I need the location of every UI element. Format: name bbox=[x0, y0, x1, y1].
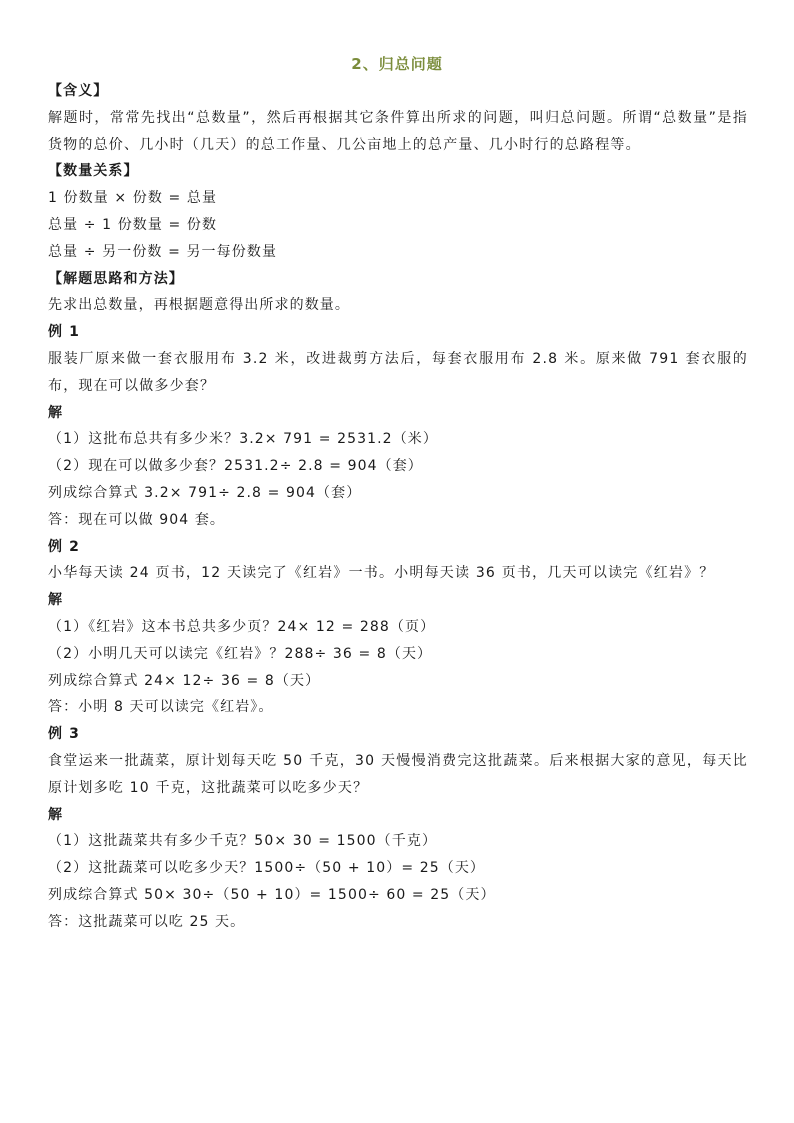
meaning-heading: 【含义】 bbox=[48, 83, 109, 99]
example-problem: 小华每天读 24 页书，12 天读完了《红岩》一书。小明每天读 36 页书，几天可以读完《红岩》？ bbox=[48, 565, 715, 582]
relation-line: 总量 ÷ 另一份数 = 另一每份数量 bbox=[48, 243, 278, 260]
method-heading: 【解题思路和方法】 bbox=[48, 270, 184, 287]
solution-answer: 答：这批蔬菜可以吃 25 天。 bbox=[48, 913, 246, 930]
page-title: 2、归总问题 bbox=[351, 55, 443, 73]
solution-label: 解 bbox=[48, 806, 64, 823]
solution-label: 解 bbox=[48, 592, 64, 609]
example-label: 例 1 bbox=[48, 324, 80, 341]
relation-line: 1 份数量 × 份数 = 总量 bbox=[48, 190, 218, 207]
solution-step: （1）这批蔬菜共有多少千克？50× 30 = 1500（千克） bbox=[48, 833, 438, 850]
solution-step: 列成综合算式 50× 30÷（50 + 10）= 1500÷ 60 = 25（天） bbox=[48, 886, 496, 903]
solution-step: （1）《红岩》这本书总共多少页？24× 12 = 288（页） bbox=[48, 618, 436, 635]
solution-step: 列成综合算式 24× 12÷ 36 = 8（天） bbox=[48, 672, 321, 689]
example-problem: 食堂运来一批蔬菜，原计划每天吃 50 千克，30 天慢慢消费完这批蔬菜。后来根据大家的意见，每天比原计划多吃 10 千克，这批蔬菜可以吃多少天？ bbox=[48, 752, 748, 796]
solution-answer: 答：现在可以做 904 套。 bbox=[48, 511, 226, 528]
example-label: 例 2 bbox=[48, 538, 80, 555]
solution-step: 列成综合算式 3.2× 791÷ 2.8 = 904（套） bbox=[48, 484, 362, 501]
solution-step: （2）现在可以做多少套？2531.2÷ 2.8 = 904（套） bbox=[48, 458, 423, 475]
solution-step: （2）这批蔬菜可以吃多少天？1500÷（50 + 10）= 25（天） bbox=[48, 860, 486, 877]
example-problem: 服装厂原来做一套衣服用布 3.2 米，改进裁剪方法后，每套衣服用布 2.8 米。原来做 791 套衣服的布，现在可以做多少套？ bbox=[48, 350, 748, 394]
relation-heading: 【数量关系】 bbox=[48, 163, 139, 180]
relation-line: 总量 ÷ 1 份数量 = 份数 bbox=[48, 216, 218, 233]
method-text: 先求出总数量，再根据题意得出所求的数量。 bbox=[48, 297, 350, 314]
solution-label: 解 bbox=[48, 404, 64, 421]
solution-answer: 答：小明 8 天可以读完《红岩》。 bbox=[48, 699, 274, 716]
document-body bbox=[48, 78, 748, 936]
solution-step: （1）这批布总共有多少米？3.2× 791 = 2531.2（米） bbox=[48, 431, 438, 448]
example-label: 例 3 bbox=[48, 726, 80, 743]
meaning-text: 解题时，常常先找出“总数量”，然后再根据其它条件算出所求的问题，叫归总问题。所谓“总数量”是指货物的总价、几小时（几天）的总工作量、几公亩地上的总产量、几小时行的总路程等。 bbox=[48, 109, 748, 153]
solution-step: （2）小明几天可以读完《红岩》？288÷ 36 = 8（天） bbox=[48, 645, 433, 662]
